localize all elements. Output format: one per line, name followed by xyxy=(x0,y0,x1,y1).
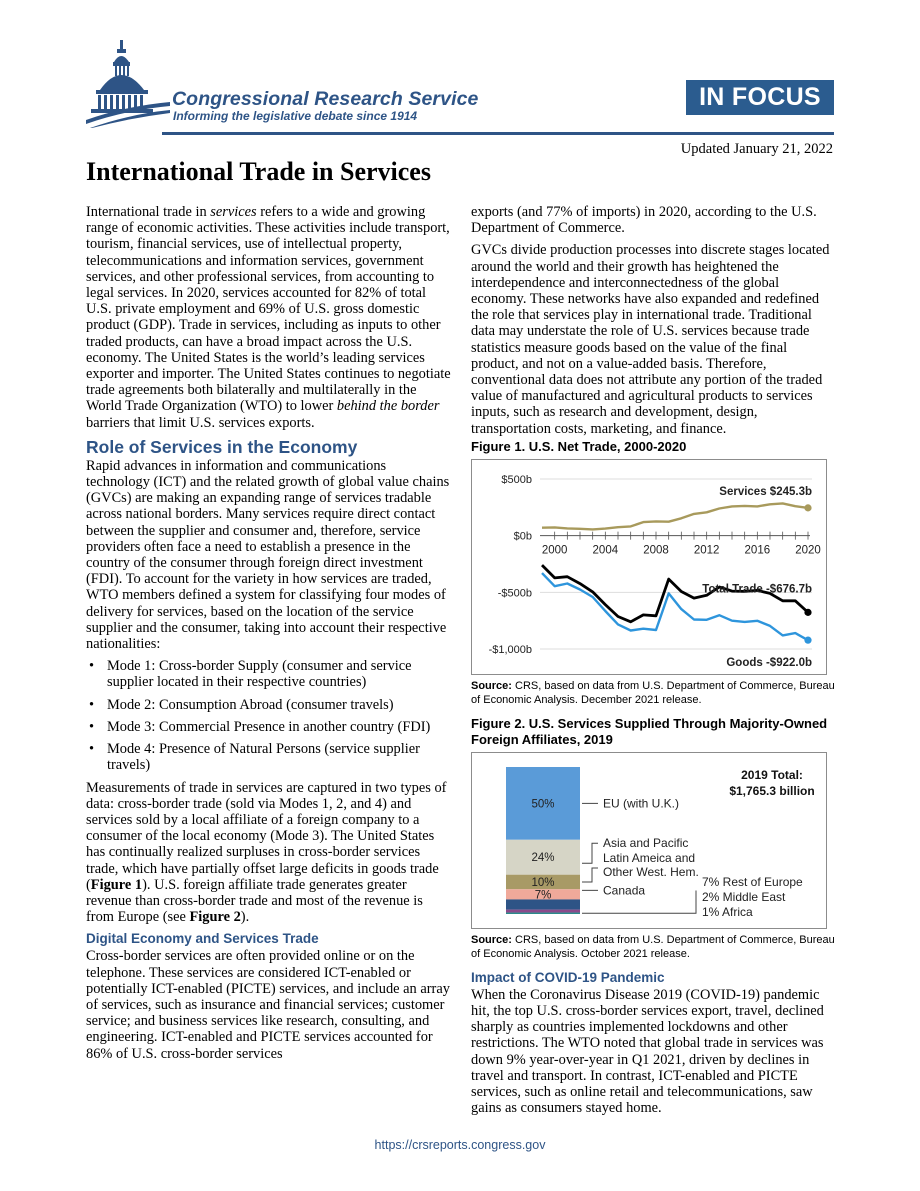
total-label: 2019 Total: xyxy=(741,767,803,782)
segment-percent-label: 7% xyxy=(534,889,552,902)
series-end-label: Goods -$922.0b xyxy=(726,657,812,670)
list-item xyxy=(86,697,451,713)
x-tick-label: 2008 xyxy=(643,544,669,557)
series-line-services xyxy=(542,503,808,529)
figure-2-reference: Figure 2 xyxy=(189,909,241,926)
intro-text-b: refers to a wide and growing range of economic activities. These activities include transport, tourism, financial services, use of intellectual property, telecommunications and information services, government services, and other professional services, from accounting to legal services. In 2020, services accounted for 82% of total U.S. private employment and 69% of U.S. gross domestic product (GDP). Trade in services, including as inputs to other traded products, can have a broad impact across the U.S. economy. The United States is the world’s leading services exporter and importer. The United States continues to negotiate trade agreements both bilaterally and multilaterally in the World Trade Organization (WTO) to lower xyxy=(86,204,451,415)
x-tick-label: 2020 xyxy=(795,544,821,557)
leader-line xyxy=(582,868,598,882)
y-tick-label: $500b xyxy=(501,473,532,486)
list-item xyxy=(86,719,451,735)
figure-2-box xyxy=(471,752,827,929)
capitol-dome-logo xyxy=(86,40,170,128)
series-end-label: Total Trade -$676.7b xyxy=(702,583,812,596)
left-column xyxy=(86,204,451,1068)
category-label: Canada xyxy=(603,883,646,898)
mode-3-text: Mode 3: Commercial Presence in another country (FDI) xyxy=(107,718,431,735)
bullet-icon: • xyxy=(89,696,95,713)
segment-percent-label: 50% xyxy=(531,798,555,811)
end-point-marker xyxy=(804,636,811,643)
total-value: $1,765.3 billion xyxy=(729,783,815,798)
measurements-paragraph xyxy=(86,780,451,926)
figure-1-reference: Figure 1 xyxy=(90,876,143,893)
bar-segment xyxy=(506,909,580,912)
series-end-label: Services $245.3b xyxy=(719,485,812,498)
y-tick-label: $0b xyxy=(513,530,532,543)
page-title: International Trade in Services xyxy=(86,157,431,186)
intro-emphasis-behind-border: behind the border xyxy=(336,398,440,415)
section-heading-covid: Impact of COVID-19 Pandemic xyxy=(471,969,665,985)
category-label: Other West. Hem. xyxy=(603,864,699,879)
y-tick-label: -$1,000b xyxy=(488,643,532,656)
category-label: Asia and Pacific xyxy=(603,836,689,851)
mode-4-text: Mode 4: Presence of Natural Persons (service supplier travels) xyxy=(107,741,420,774)
intro-text-a: International trade in xyxy=(86,204,211,220)
intro-text-c: barriers that limit U.S. services exports. xyxy=(86,414,315,431)
org-name: Congressional Research Service xyxy=(172,88,479,110)
figure-1-source xyxy=(471,679,836,707)
leader-line xyxy=(582,843,598,863)
bullet-icon: • xyxy=(89,658,95,675)
segment-percent-label: 10% xyxy=(531,876,555,889)
x-tick-label: 2016 xyxy=(744,544,771,557)
digital-paragraph: Cross-border services are often provided online or on the telephone. These services are considered ICT-enabled or potentially ICT-enabled (PICTE) services, and include an array of services, such as insurance and financial services; customer service; and business services like research, consulting, and engineering. ICT-enabled and PICTE services accounted for 86% of U.S. cross-border services xyxy=(86,948,450,1062)
category-label: Latin Ameica and xyxy=(603,850,696,865)
measure-text-c: ). xyxy=(240,909,250,926)
intro-emphasis-services: services xyxy=(210,204,257,220)
mode-2-text: Mode 2: Consumption Abroad (consumer travels) xyxy=(107,696,394,713)
source-text: CRS, based on data from U.S. Department of Commerce, Bureau of Economic Analysis. October 2021 release. xyxy=(471,933,835,960)
end-point-marker xyxy=(804,504,811,511)
intro-paragraph xyxy=(86,204,451,431)
modes-list xyxy=(86,658,451,773)
segment-percent-label: 24% xyxy=(531,852,555,865)
measure-text-a: Measurements of trade in services are captured in two types of data: cross-border trade (sold via Modes 1, 2, and 4) and services sold by a local affiliate of a foreign company to a consumer of the local economy (Mode 3). The United States has continually realized surpluses in cross-border services trade, which have partially offset large deficits in goods trade ( xyxy=(86,779,447,893)
exports-paragraph: exports (and 77% of imports) in 2020, according to the U.S. Department of Commerce. xyxy=(471,204,817,237)
covid-paragraph: When the Coronavirus Disease 2019 (COVID-19) pandemic hit, the top U.S. cross-border services export, travel, declined sharply as countries implemented lockdowns and other restrictions. The WTO noted that global trade in services was down 9% year-over-year in Q1 2021, driven by declines in travel and transport. In contrast, ICT-enabled and PICTE services, such as online retail and telecommunications, saw gains as consumers stayed home. xyxy=(471,986,824,1117)
figure-1-box xyxy=(471,459,827,675)
bullet-icon: • xyxy=(89,718,95,735)
x-tick-label: 2004 xyxy=(592,544,619,557)
bar-segment xyxy=(506,912,580,913)
mode-1-text: Mode 1: Cross-border Supply (consumer and service supplier located in their respective countries) xyxy=(107,658,412,691)
source-label: Source: xyxy=(471,933,512,946)
category-label: EU (with U.K.) xyxy=(603,796,680,811)
measure-text-b: ). U.S. foreign affiliate trade generates greater revenue than cross-border trade and most of the revenue is from Europe (see xyxy=(86,876,423,926)
org-tagline: Informing the legislative debate since 1914 xyxy=(173,109,418,123)
footer-link[interactable]: https://crsreports.congress.gov xyxy=(374,1138,546,1152)
figure-2-source xyxy=(471,933,836,961)
updated-date: Updated January 21, 2022 xyxy=(680,141,833,157)
right-column xyxy=(471,204,836,1122)
figure-2-title: Figure 2. U.S. Services Supplied Through Majority-Owned Foreign Affiliates, 2019 xyxy=(471,715,828,747)
net-trade-chart xyxy=(472,460,826,674)
list-item xyxy=(86,741,451,773)
category-label: 1% Africa xyxy=(702,904,753,919)
figure-1-title: Figure 1. U.S. Net Trade, 2000-2020 xyxy=(471,438,687,454)
x-tick-label: 2012 xyxy=(693,544,720,557)
role-paragraph: Rapid advances in information and communications technology (ICT) and the related growth of global value chains (GVCs) are making an expanding range of services tradable across national borders. Many services require direct contact between the supplier and consumer and, therefore, service providers often face a need to establish a presence in the country of the consumer through foreign direct investment (FDI). To account for the variety in how services are traded, WTO members defined a system for classifying four modes of delivery for services, based on the location of the service supplier and the consumer, taking into account their respective nationalities: xyxy=(86,457,450,653)
source-label: Source: xyxy=(471,679,512,692)
end-point-marker xyxy=(804,609,811,616)
gvc-paragraph: GVCs divide production processes into discrete stages located around the world and their growth has heightened the interdependence and interconnectedness of the global economy. These networks have also expanded and redefined the role that services play in international trade. Traditional data may understate the role of U.S. services because trade statistics measure goods based on the value of the final product, and not on a value-added basis. Therefore, conventional data does not attribute any portion of the traded value of manufactured and agricultural products to services inputs, such as research and development, design, transportation costs, marketing, and finance. xyxy=(471,242,830,437)
bullet-icon: • xyxy=(89,741,95,758)
section-heading-digital: Digital Economy and Services Trade xyxy=(86,931,319,947)
category-label: 2% Middle East xyxy=(702,889,786,904)
list-item xyxy=(86,658,451,690)
header-rule xyxy=(162,132,834,135)
section-heading-role: Role of Services in the Economy xyxy=(86,436,358,457)
affiliates-stacked-chart xyxy=(472,753,826,928)
source-text: CRS, based on data from U.S. Department of Commerce, Bureau of Economic Analysis. December 2021 release. xyxy=(471,679,835,706)
x-tick-label: 2000 xyxy=(541,544,568,557)
in-focus-badge: IN FOCUS xyxy=(686,80,834,115)
y-tick-label: -$500b xyxy=(497,587,532,600)
category-label: 7% Rest of Europe xyxy=(702,874,803,889)
